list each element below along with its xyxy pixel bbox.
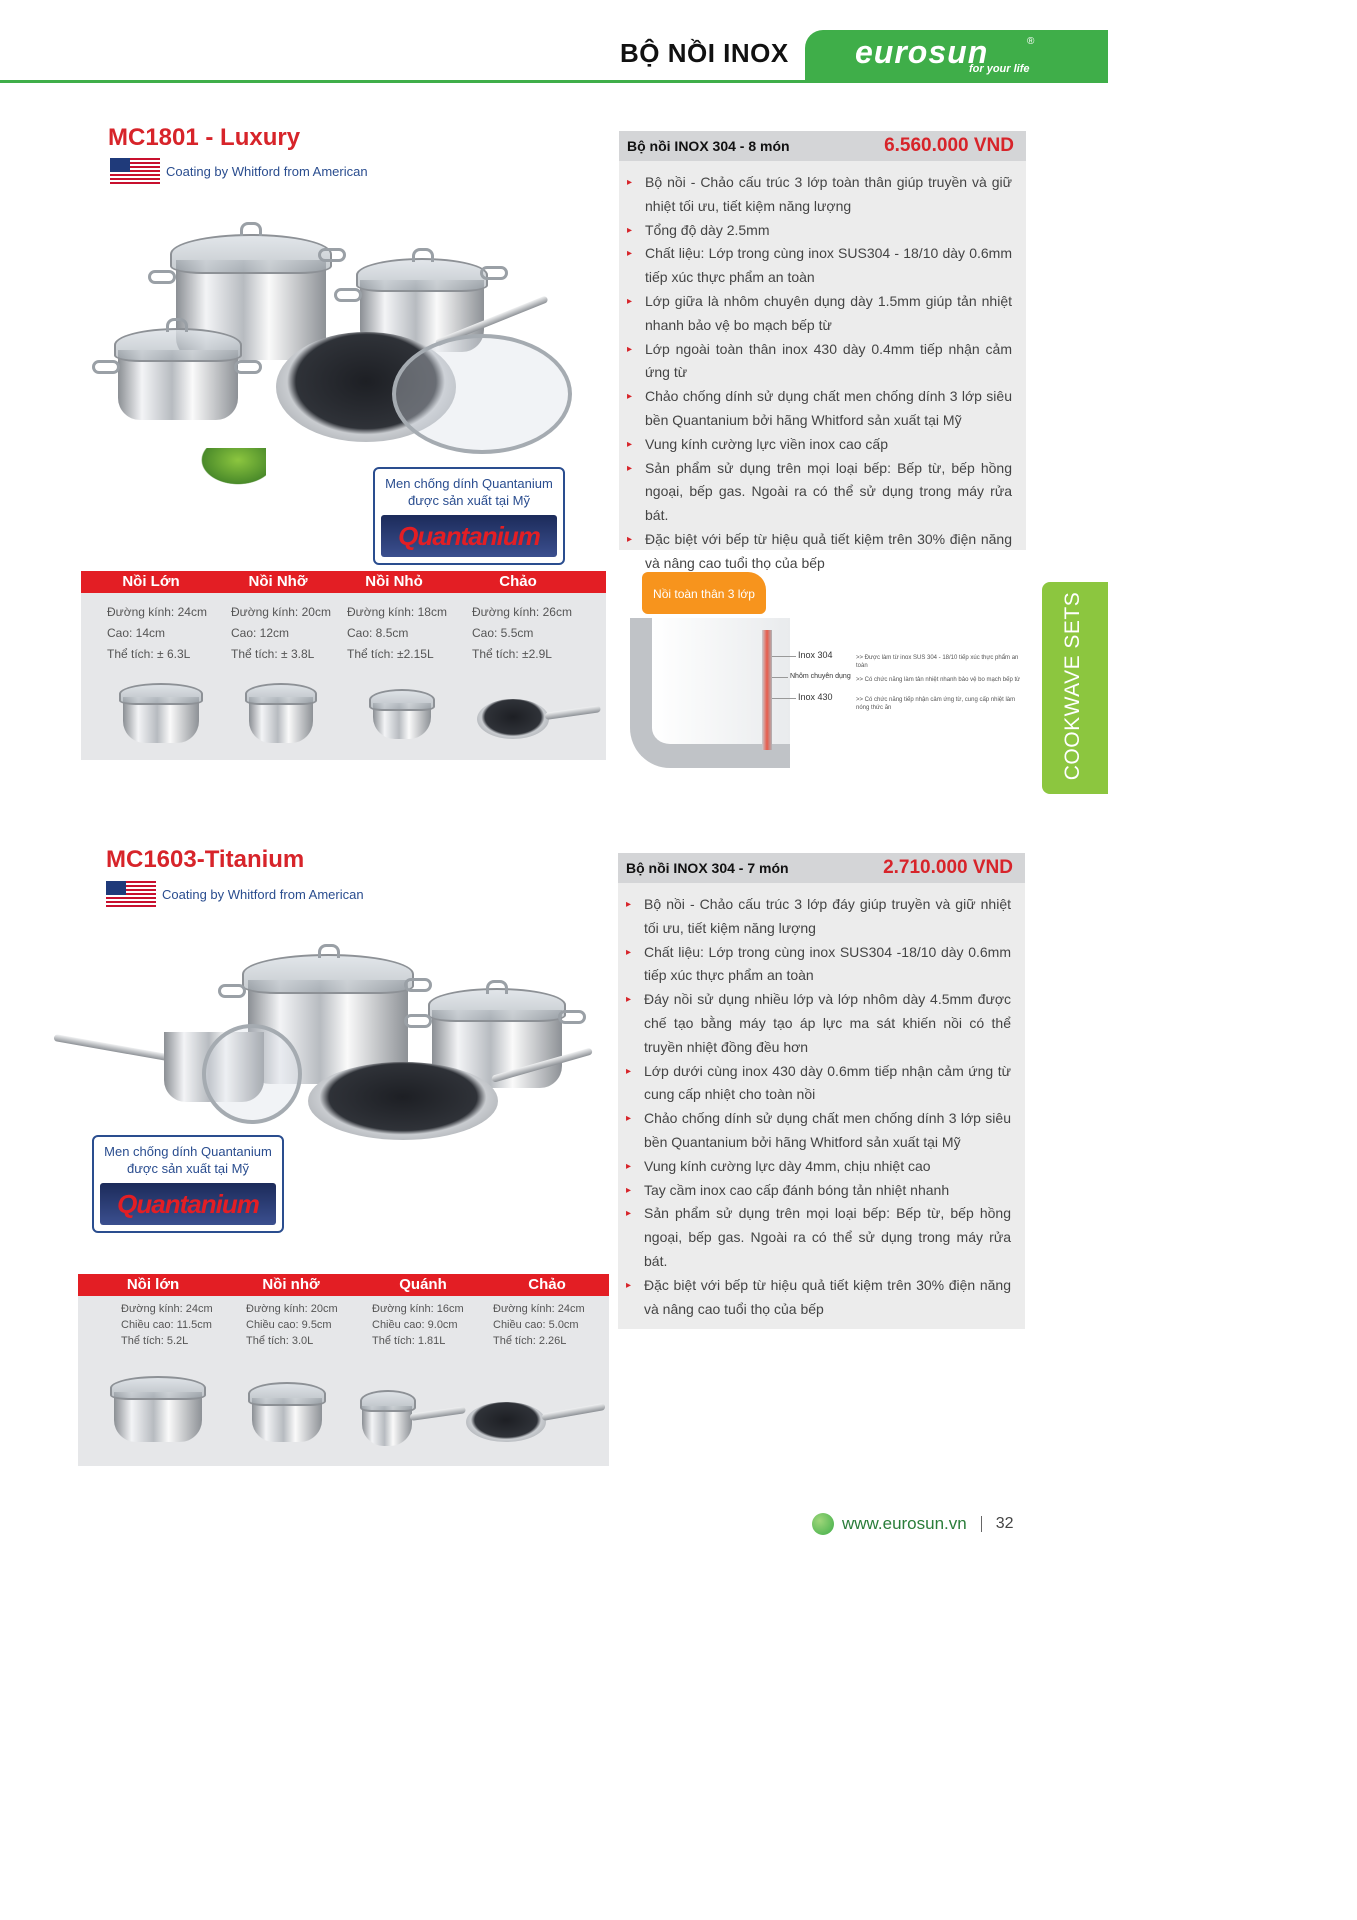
feature-item: ▸ Chảo chống dính sử dụng chất men chống dính 3 lớp siêu bền Quantanium bởi hãng Whitford sản xuất tại Mỹ xyxy=(644,1107,1011,1155)
frying-pan-image xyxy=(473,691,603,747)
price-header xyxy=(618,853,1025,883)
spec-header-medium-pot: Nồi Nhỡ xyxy=(248,573,308,590)
feature-item: ▸ Bộ nồi - Chảo cấu trúc 3 lớp đáy giúp truyền và giữ nhiệt tối ưu, tiết kiệm năng lượng xyxy=(644,893,1011,941)
coating-note xyxy=(106,881,364,907)
large-pot-image xyxy=(109,675,213,745)
spec-table-header xyxy=(81,571,606,593)
large-pot-image xyxy=(90,1366,226,1444)
coating-text: Coating by Whitford from American xyxy=(162,886,364,902)
feature-item: ▸ Vung kính cường lực dày 4mm, chịu nhiệt cao xyxy=(644,1155,1011,1179)
header-divider xyxy=(0,80,1108,83)
frying-pan-image xyxy=(462,1396,608,1446)
feature-item: ▸ Chất liệu: Lớp trong cùng inox SUS304 -18/10 dày 0.6mm tiếp xúc thực phẩm an toàn xyxy=(644,941,1011,989)
product-image xyxy=(86,210,586,510)
feature-item: ▸ Tổng độ dày 2.5mm xyxy=(645,219,1012,243)
spec-column: Đường kính: 24cm Cao: 14cm Thể tích: ± 6.3L xyxy=(107,605,207,661)
small-pot-image xyxy=(351,681,451,745)
price-feature-box xyxy=(618,853,1025,1329)
feature-item: ▸ Lớp dưới cùng inox 430 dày 0.6mm tiếp nhận cảm ứng từ cung cấp nhiệt cho toàn nồi xyxy=(644,1060,1011,1108)
medium-pot-image xyxy=(230,1374,344,1444)
spec-column: Đường kính: 20cm Cao: 12cm Thể tích: ± 3.8L xyxy=(231,605,331,661)
brand-name: eurosun xyxy=(855,34,989,70)
quantanium-badge xyxy=(373,467,565,565)
set-name: Bộ nồi INOX 304 - 7 món xyxy=(626,860,789,876)
side-tab-label: COOKWAVE SETS xyxy=(1061,591,1084,781)
feature-item: ▸ Chất liệu: Lớp trong cùng inox SUS304 - 18/10 dày 0.6mm tiếp xúc thực phẩm an toàn xyxy=(645,242,1012,290)
spec-table-header xyxy=(78,1274,609,1296)
product-model: MC1801 - Luxury xyxy=(108,124,301,151)
brand-logo xyxy=(805,30,1108,83)
coating-text: Coating by Whitford from American xyxy=(166,163,368,179)
layer-diagram xyxy=(622,570,1026,780)
layer-note: >> Được làm từ inox SUS 304 - 18/10 tiếp xúc thực phẩm an toàn xyxy=(856,655,1019,669)
product-image xyxy=(52,940,602,1140)
spec-header-pan: Chảo xyxy=(499,573,537,590)
spec-column: Đường kính: 20cm Chiều cao: 9.5cm Thể tích: 3.0L xyxy=(246,1303,338,1347)
spec-header-large-pot: Nồi Lớn xyxy=(122,573,180,590)
coating-note xyxy=(110,158,368,184)
spec-column: Đường kính: 16cm Chiều cao: 9.0cm Thể tích: 1.81L xyxy=(372,1303,464,1347)
spec-column: Đường kính: 18cm Cao: 8.5cm Thể tích: ±2.15L xyxy=(347,605,447,661)
badge-text: Men chống dính Quantanium được sản xuất tại Mỹ xyxy=(385,476,553,508)
feature-item: ▸ Tay cầm inox cao cấp đánh bóng tản nhiệt nhanh xyxy=(644,1179,1011,1203)
page-footer xyxy=(812,1513,1014,1535)
page-title: BỘ NỒI INOX xyxy=(620,38,789,68)
layer-label: Inox 304 xyxy=(798,650,833,660)
set-price: 6.560.000 VND xyxy=(884,135,1014,156)
feature-list xyxy=(619,161,1026,584)
quantanium-logo: Quantanium xyxy=(381,515,557,557)
feature-item: ▸ Đặc biệt với bếp từ hiệu quả tiết kiệm trên 30% điện năng và nâng cao tuổi thọ của bếp xyxy=(644,1274,1011,1322)
set-price: 2.710.000 VND xyxy=(883,857,1013,878)
globe-icon xyxy=(812,1513,834,1535)
feature-item: ▸ Sản phẩm sử dụng trên mọi loại bếp: Bếp từ, bếp hồng ngoại, bếp gas. Ngoài ra có thể sử dụng trong máy rửa bát. xyxy=(645,457,1012,528)
us-flag-icon xyxy=(110,158,160,184)
brand-tagline: for your life xyxy=(969,63,1030,75)
us-flag-icon xyxy=(106,881,156,907)
saucepan-image xyxy=(358,1384,468,1446)
badge-text: Men chống dính Quantanium được sản xuất tại Mỹ xyxy=(104,1144,272,1176)
feature-item: ▸ Chảo chống dính sử dụng chất men chống dính 3 lớp siêu bền Quantanium bởi hãng Whitford sản xuất tại Mỹ xyxy=(645,385,1012,433)
registered-mark: ® xyxy=(1027,36,1035,47)
website-link[interactable]: www.eurosun.vn xyxy=(842,1514,967,1533)
price-feature-box xyxy=(619,131,1026,571)
layer-label: Inox 430 xyxy=(798,692,833,702)
spec-column: Đường kính: 24cm Chiều cao: 11.5cm Thể tích: 5.2L xyxy=(121,1303,213,1347)
price-header xyxy=(619,131,1026,161)
spec-table xyxy=(78,1274,609,1466)
spec-column: Đường kính: 24cm Chiều cao: 5.0cm Thể tích: 2.26L xyxy=(493,1303,585,1347)
feature-item: ▸ Lớp giữa là nhôm chuyên dụng dày 1.5mm giúp tản nhiệt nhanh bảo vệ bo mạch bếp từ xyxy=(645,290,1012,338)
feature-item: ▸ Lớp ngoài toàn thân inox 430 dày 0.4mm tiếp nhận cảm ứng từ xyxy=(645,338,1012,386)
feature-item: ▸ Bộ nồi - Chảo cấu trúc 3 lớp toàn thân giúp truyền và giữ nhiệt tối ưu, tiết kiệm năng lượng xyxy=(645,171,1012,219)
feature-item: ▸ Đặc biệt với bếp từ hiệu quả tiết kiệm trên 30% điện năng và nâng cao tuổi thọ của bếp xyxy=(645,528,1012,576)
layer-label: Nhôm chuyên dụng xyxy=(790,673,851,680)
quantanium-badge xyxy=(92,1135,284,1233)
feature-item: ▸ Sản phẩm sử dụng trên mọi loại bếp: Bếp từ, bếp hồng ngoại, bếp gas. Ngoài ra có thể sử dụng trong máy rửa bát. xyxy=(644,1202,1011,1273)
spec-header-saucepan: Quánh xyxy=(399,1276,447,1293)
product-model: MC1603-Titanium xyxy=(106,846,305,873)
page-number: 32 xyxy=(995,1515,1014,1532)
diagram-tag: Nồi toàn thân 3 lớp xyxy=(642,572,766,614)
spec-header-large-pot: Nồi lớn xyxy=(126,1276,180,1293)
medium-pot-image xyxy=(231,675,331,745)
layer-note: >> Có chức năng làm tản nhiệt nhanh bảo vệ bo mạch bếp từ xyxy=(856,677,1021,683)
spec-header-medium-pot: Nồi nhỡ xyxy=(262,1276,320,1293)
spec-column: Đường kính: 26cm Cao: 5.5cm Thể tích: ±2.9L xyxy=(472,605,572,661)
set-name: Bộ nồi INOX 304 - 8 món xyxy=(627,138,790,154)
feature-list xyxy=(618,883,1025,1329)
feature-item: ▸ Đáy nồi sử dụng nhiều lớp và lớp nhôm dày 4.5mm được chế tạo bằng máy tạo áp lực ma sát khiến nồi có thể truyền nhiệt đồng đều hơn xyxy=(644,988,1011,1059)
spec-table xyxy=(81,571,606,760)
layer-note: >> Có chức năng tiếp nhận cảm ứng từ, cung cấp nhiệt làm nóng thức ăn xyxy=(856,697,1016,711)
quantanium-logo: Quantanium xyxy=(100,1183,276,1225)
feature-item: ▸ Vung kính cường lực viền inox cao cấp xyxy=(645,433,1012,457)
spec-header-small-pot: Nồi Nhỏ xyxy=(365,573,423,590)
spec-header-pan: Chảo xyxy=(528,1276,566,1293)
footer-divider xyxy=(981,1516,982,1532)
section-side-tab xyxy=(1042,582,1108,794)
